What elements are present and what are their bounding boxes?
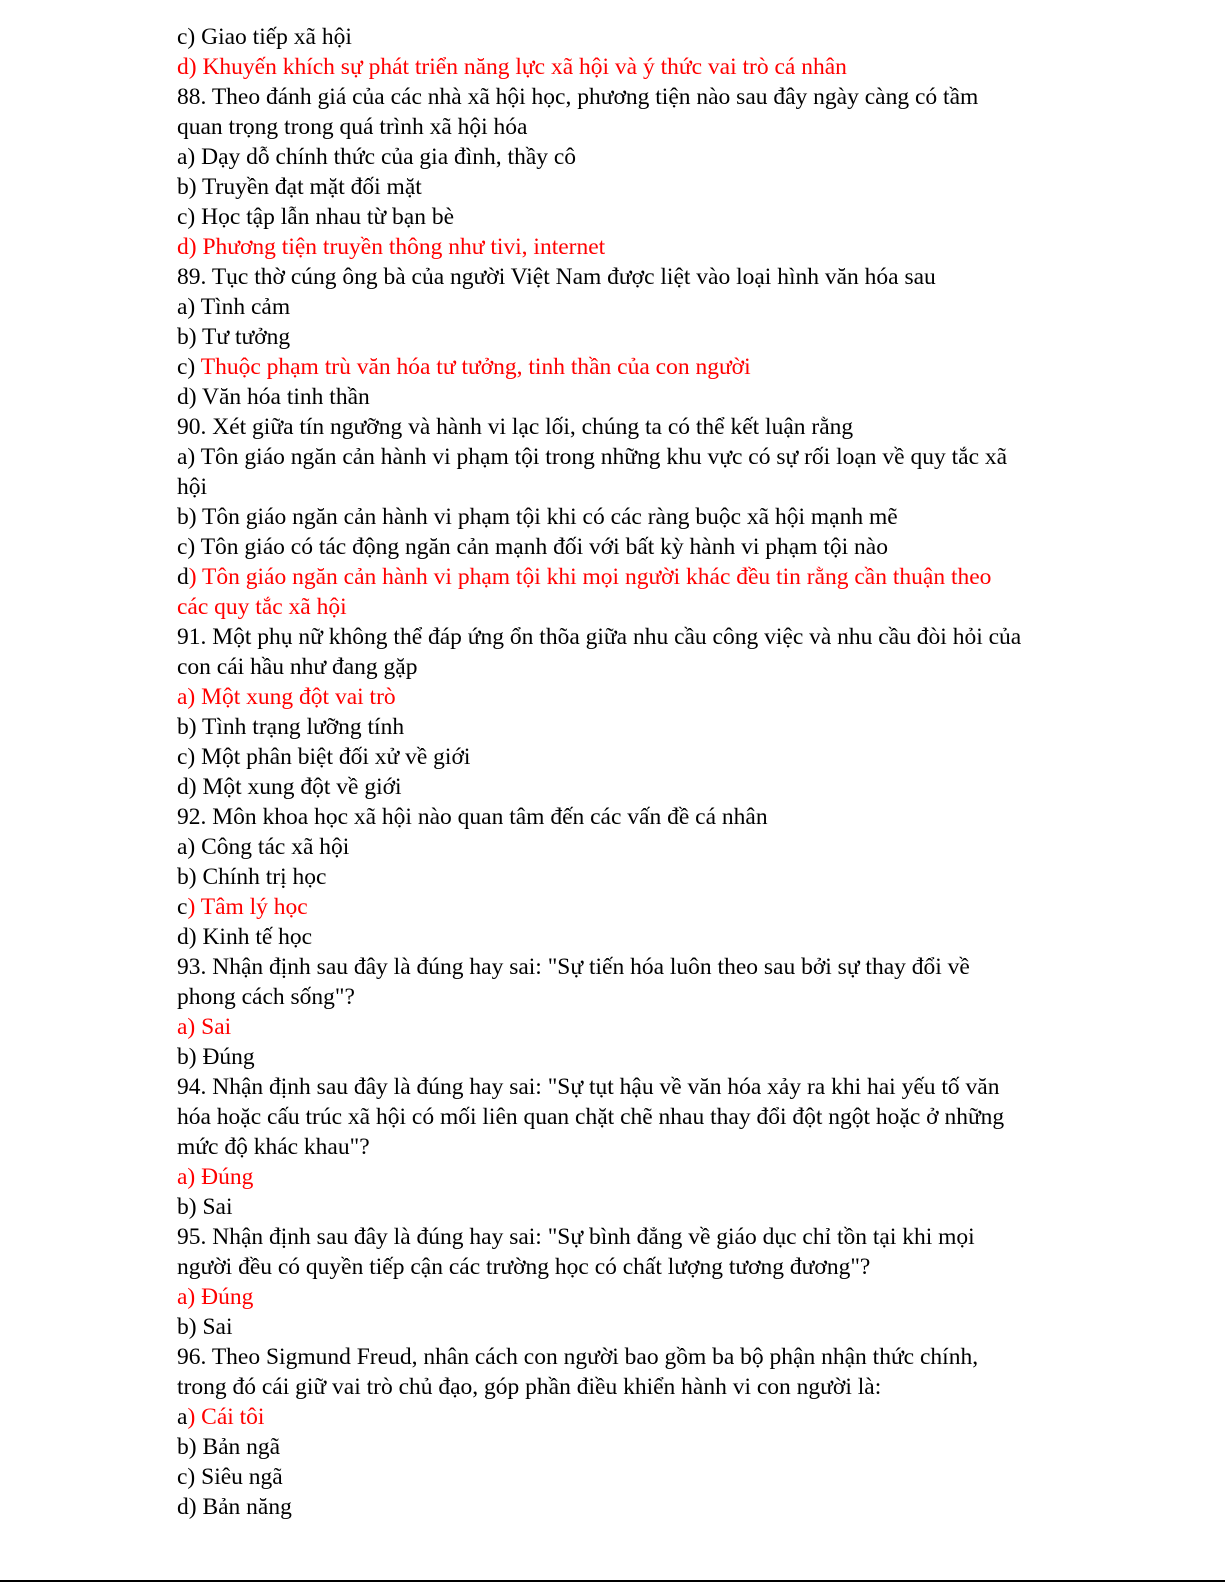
- line-text: c) Học tập lẫn nhau từ bạn bè: [177, 204, 455, 230]
- correct-answer-text: a) Đúng: [177, 1284, 254, 1310]
- page-bottom-rule: [0, 1580, 1225, 1582]
- line-text: 90. Xét giữa tín ngưỡng và hành vi lạc lối, chúng ta có thể kết luận rằng: [177, 414, 854, 440]
- correct-answer-text: ) Tâm lý học: [187, 894, 308, 920]
- line-text: b) Bản ngã: [177, 1434, 281, 1460]
- text-line: [177, 322, 1137, 352]
- text-line: [177, 1102, 1137, 1132]
- text-line: [177, 952, 1137, 982]
- text-line: [177, 1222, 1137, 1252]
- correct-answer-text: a) Đúng: [177, 1164, 254, 1190]
- line-text: hội: [177, 474, 208, 500]
- text-line: [177, 202, 1137, 232]
- text-line: [177, 742, 1137, 772]
- text-line: [177, 1462, 1137, 1492]
- line-text: b) Sai: [177, 1194, 233, 1220]
- line-text: c) Một phân biệt đối xử về giới: [177, 744, 471, 770]
- text-line: [177, 412, 1137, 442]
- line-text: a) Tình cảm: [177, 294, 291, 320]
- line-text: a) Dạy dỗ chính thức của gia đình, thầy cô: [177, 144, 577, 170]
- line-text: phong cách sống"?: [177, 984, 355, 1010]
- line-prefix: a: [177, 1404, 188, 1430]
- line-text: trong đó cái giữ vai trò chủ đạo, góp phần điều khiển hành vi con người là:: [177, 1374, 882, 1400]
- line-text: c) Tôn giáo có tác động ngăn cản mạnh đối với bất kỳ hành vi phạm tội nào: [177, 534, 888, 560]
- text-line: [177, 1492, 1137, 1522]
- document-body: [177, 22, 1137, 1522]
- text-line: [177, 112, 1137, 142]
- line-text: 95. Nhận định sau đây là đúng hay sai: "Sự bình đẳng về giáo dục chỉ tồn tại khi mọi: [177, 1224, 975, 1250]
- line-text: a) Công tác xã hội: [177, 834, 350, 860]
- text-line: [177, 532, 1137, 562]
- text-line: [177, 262, 1137, 292]
- text-line: [177, 1072, 1137, 1102]
- text-line: [177, 1192, 1137, 1222]
- text-line: [177, 982, 1137, 1012]
- line-prefix: d: [177, 564, 189, 590]
- answer-line: [177, 1162, 1137, 1192]
- answer-line: [177, 1282, 1137, 1312]
- line-text: 89. Tục thờ cúng ông bà của người Việt Nam được liệt vào loại hình văn hóa sau: [177, 264, 936, 290]
- line-text: mức độ khác khau"?: [177, 1134, 370, 1160]
- text-line: [177, 832, 1137, 862]
- text-line: [177, 292, 1137, 322]
- answer-line: [177, 52, 1137, 82]
- correct-answer-text: các quy tắc xã hội: [177, 594, 347, 620]
- correct-answer-text: ) Tôn giáo ngăn cản hành vi phạm tội khi mọi người khác đều tin rằng cần thuận theo: [188, 564, 992, 590]
- line-text: 96. Theo Sigmund Freud, nhân cách con người bao gồm ba bộ phận nhận thức chính,: [177, 1344, 979, 1370]
- correct-answer-text: ) Cái tôi: [187, 1404, 265, 1430]
- line-text: quan trọng trong quá trình xã hội hóa: [177, 114, 528, 140]
- line-text: d) Văn hóa tinh thần: [177, 384, 370, 410]
- text-line: [177, 382, 1137, 412]
- text-line: [177, 142, 1137, 172]
- line-text: c) Giao tiếp xã hội: [177, 24, 352, 50]
- line-text: b) Tình trạng lưỡng tính: [177, 714, 405, 740]
- line-text: 91. Một phụ nữ không thể đáp ứng ổn thõa giữa nhu cầu công việc và nhu cầu đòi hỏi của: [177, 624, 1022, 650]
- correct-answer-text: Thuộc phạm trù văn hóa tư tưởng, tinh thần của con người: [200, 354, 751, 380]
- line-text: 88. Theo đánh giá của các nhà xã hội học, phương tiện nào sau đây ngày càng có tầm: [177, 84, 979, 110]
- text-line: [177, 1372, 1137, 1402]
- line-text: b) Chính trị học: [177, 864, 327, 890]
- line-text: người đều có quyền tiếp cận các trường học có chất lượng tương đương"?: [177, 1254, 871, 1280]
- answer-line: [177, 592, 1137, 622]
- line-text: b) Sai: [177, 1314, 233, 1340]
- answer-line: [177, 562, 1137, 592]
- answer-line: [177, 232, 1137, 262]
- line-text: d) Kinh tế học: [177, 924, 313, 950]
- line-text: 94. Nhận định sau đây là đúng hay sai: "Sự tụt hậu về văn hóa xảy ra khi hai yếu tố văn: [177, 1074, 1000, 1100]
- text-line: [177, 622, 1137, 652]
- line-text: b) Tư tưởng: [177, 324, 291, 350]
- text-line: [177, 1042, 1137, 1072]
- text-line: [177, 1342, 1137, 1372]
- line-text: 93. Nhận định sau đây là đúng hay sai: "Sự tiến hóa luôn theo sau bởi sự thay đổi về: [177, 954, 970, 980]
- answer-line: [177, 682, 1137, 712]
- text-line: [177, 1312, 1137, 1342]
- line-text: d) Bản năng: [177, 1494, 292, 1520]
- line-text: b) Đúng: [177, 1044, 255, 1070]
- line-text: 92. Môn khoa học xã hội nào quan tâm đến các vấn đề cá nhân: [177, 804, 768, 830]
- line-text: a) Tôn giáo ngăn cản hành vi phạm tội trong những khu vực có sự rối loạn về quy tắc xã: [177, 444, 1008, 470]
- text-line: [177, 172, 1137, 202]
- text-line: [177, 922, 1137, 952]
- line-text: d) Một xung đột về giới: [177, 774, 402, 800]
- text-line: [177, 712, 1137, 742]
- correct-answer-text: d) Khuyến khích sự phát triển năng lực xã hội và ý thức vai trò cá nhân: [177, 54, 847, 80]
- line-text: b) Tôn giáo ngăn cản hành vi phạm tội khi có các ràng buộc xã hội mạnh mẽ: [177, 504, 898, 530]
- line-text: con cái hầu như đang gặp: [177, 654, 418, 680]
- text-line: [177, 82, 1137, 112]
- text-line: [177, 1432, 1137, 1462]
- answer-line: [177, 1402, 1137, 1432]
- text-line: [177, 1252, 1137, 1282]
- correct-answer-text: a) Sai: [177, 1014, 232, 1040]
- text-line: [177, 862, 1137, 892]
- line-text: c) Siêu ngã: [177, 1464, 283, 1490]
- text-line: [177, 502, 1137, 532]
- line-prefix: c: [177, 894, 188, 920]
- text-line: [177, 802, 1137, 832]
- text-line: [177, 652, 1137, 682]
- correct-answer-text: a) Một xung đột vai trò: [177, 684, 396, 710]
- line-text: b) Truyền đạt mặt đối mặt: [177, 174, 422, 200]
- correct-answer-text: d) Phương tiện truyền thông như tivi, internet: [177, 234, 606, 260]
- answer-line: [177, 892, 1137, 922]
- text-line: [177, 22, 1137, 52]
- text-line: [177, 472, 1137, 502]
- line-text: hóa hoặc cấu trúc xã hội có mối liên quan chặt chẽ nhau thay đổi đột ngột hoặc ở những: [177, 1104, 1005, 1130]
- answer-line: [177, 1012, 1137, 1042]
- line-prefix: c): [177, 354, 201, 380]
- answer-line: [177, 352, 1137, 382]
- text-line: [177, 772, 1137, 802]
- text-line: [177, 442, 1137, 472]
- text-line: [177, 1132, 1137, 1162]
